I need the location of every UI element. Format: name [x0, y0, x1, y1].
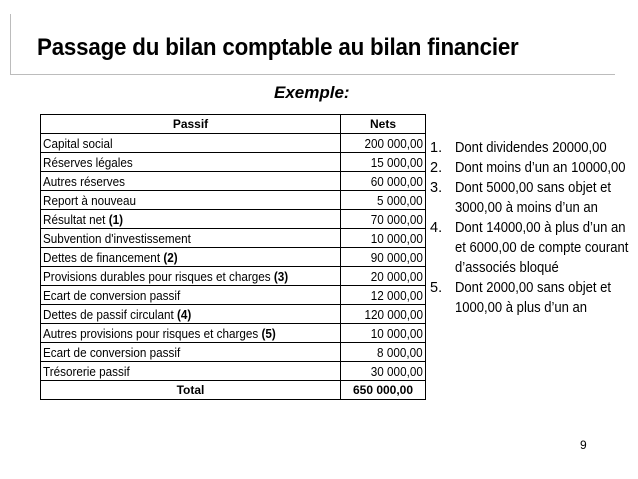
row-label-text: Autres réserves [43, 173, 125, 189]
passif-table [40, 114, 426, 400]
row-label-text: Dettes de financement [43, 249, 164, 265]
table-row [41, 362, 426, 381]
row-value: 30 000,00 [370, 363, 423, 379]
row-value-cell [341, 153, 426, 172]
table-body [41, 134, 426, 381]
row-value-cell [341, 229, 426, 248]
row-label-cell [41, 134, 341, 153]
total-value: 650 000,00 [341, 381, 426, 400]
row-value: 5 000,00 [377, 192, 423, 208]
row-value: 70 000,00 [370, 211, 423, 227]
row-label-cell [41, 286, 341, 305]
table-row [41, 172, 426, 191]
row-note-ref: (2) [163, 249, 178, 265]
row-value: 120 000,00 [364, 306, 423, 322]
row-value: 60 000,00 [370, 173, 423, 189]
row-note-ref: (1) [108, 211, 124, 227]
row-label [43, 287, 180, 304]
slide-subtitle: Exemple: [274, 83, 350, 102]
row-label [43, 249, 178, 266]
note-number: 4. [430, 220, 443, 236]
row-label [43, 173, 125, 190]
slide-title: Passage du bilan comptable au bilan financier [37, 34, 519, 61]
row-value-cell [341, 267, 426, 286]
table-header-row [41, 115, 426, 134]
row-label [43, 211, 123, 228]
row-value: 15 000,00 [370, 154, 423, 170]
row-label [43, 344, 180, 361]
row-label-cell [41, 153, 341, 172]
table-row [41, 153, 426, 172]
row-label-cell [41, 210, 341, 229]
row-value-cell [341, 324, 426, 343]
note-text: Dont 2000,00 sans objet et 1000,00 à plus d’un an [455, 280, 611, 316]
row-label-text: Trésorerie passif [43, 363, 130, 379]
row-value-cell [341, 248, 426, 267]
table-row [41, 343, 426, 362]
row-label-cell [41, 324, 341, 343]
table-row [41, 305, 426, 324]
table-row [41, 248, 426, 267]
row-label-text: Ecart de conversion passif [43, 344, 181, 360]
row-label-text: Dettes de passif circulant [43, 306, 177, 322]
row-label-text: Provisions durables pour risques et charges [43, 268, 274, 284]
row-label-cell [41, 305, 341, 324]
row-label [43, 268, 288, 285]
row-label-cell [41, 191, 341, 210]
table-row [41, 267, 426, 286]
row-value: 20 000,00 [370, 268, 423, 284]
row-label-cell [41, 248, 341, 267]
row-value-cell [341, 286, 426, 305]
row-value-cell [341, 362, 426, 381]
note-number: 5. [430, 280, 443, 296]
row-value: 200 000,00 [364, 135, 423, 151]
row-value-cell [341, 134, 426, 153]
table-row [41, 134, 426, 153]
row-label-text: Autres provisions pour risques et charges [43, 325, 262, 341]
note-text: Dont 14000,00 à plus d’un an et 6000,00 de compte courant d’associés bloqué [455, 220, 629, 276]
row-value: 90 000,00 [370, 249, 423, 265]
row-label-cell [41, 343, 341, 362]
note-number: 3. [430, 180, 443, 196]
row-value: 8 000,00 [377, 344, 423, 360]
row-value: 10 000,00 [370, 230, 423, 246]
row-label-text: Résultat net [43, 211, 109, 227]
note-item [430, 138, 634, 158]
row-label-cell [41, 229, 341, 248]
table-total-row [41, 381, 426, 400]
note-number: 2. [430, 160, 443, 176]
table-row [41, 286, 426, 305]
row-note-ref: (5) [261, 325, 276, 341]
notes-list [430, 138, 634, 318]
row-value-cell [341, 172, 426, 191]
row-label-text: Réserves légales [43, 154, 133, 170]
table-row [41, 229, 426, 248]
row-value-cell [341, 191, 426, 210]
header-passif: Passif [41, 115, 341, 134]
note-text: Dont 5000,00 sans objet et 3000,00 à moins d’un an [455, 180, 611, 216]
table-row [41, 324, 426, 343]
row-label [43, 135, 113, 152]
note-text: Dont moins d’un an 10000,00 [455, 160, 626, 176]
row-label-text: Report à nouveau [43, 192, 137, 208]
row-label [43, 230, 191, 247]
row-value: 10 000,00 [370, 325, 423, 341]
header-nets: Nets [341, 115, 426, 134]
row-label-cell [41, 172, 341, 191]
note-text: Dont dividendes 20000,00 [455, 140, 607, 156]
row-label-cell [41, 267, 341, 286]
row-label [43, 325, 276, 342]
row-note-ref: (3) [273, 268, 289, 284]
total-label: Total [41, 381, 341, 400]
row-value: 12 000,00 [370, 287, 423, 303]
page-number: 9 [580, 438, 587, 452]
row-value-cell [341, 210, 426, 229]
row-label-text: Subvention d'investissement [43, 230, 191, 246]
row-value-cell [341, 305, 426, 324]
row-label [43, 154, 133, 171]
table-row [41, 210, 426, 229]
row-label [43, 192, 136, 209]
note-item [430, 158, 634, 178]
row-label-cell [41, 362, 341, 381]
row-value-cell [341, 343, 426, 362]
table-row [41, 191, 426, 210]
row-note-ref: (4) [176, 306, 192, 322]
note-item [430, 278, 634, 318]
note-item [430, 178, 634, 218]
row-label-text: Ecart de conversion passif [43, 287, 181, 303]
row-label [43, 306, 191, 323]
row-label [43, 363, 130, 380]
note-number: 1. [430, 140, 443, 156]
note-item [430, 218, 634, 278]
row-label-text: Capital social [43, 135, 113, 151]
